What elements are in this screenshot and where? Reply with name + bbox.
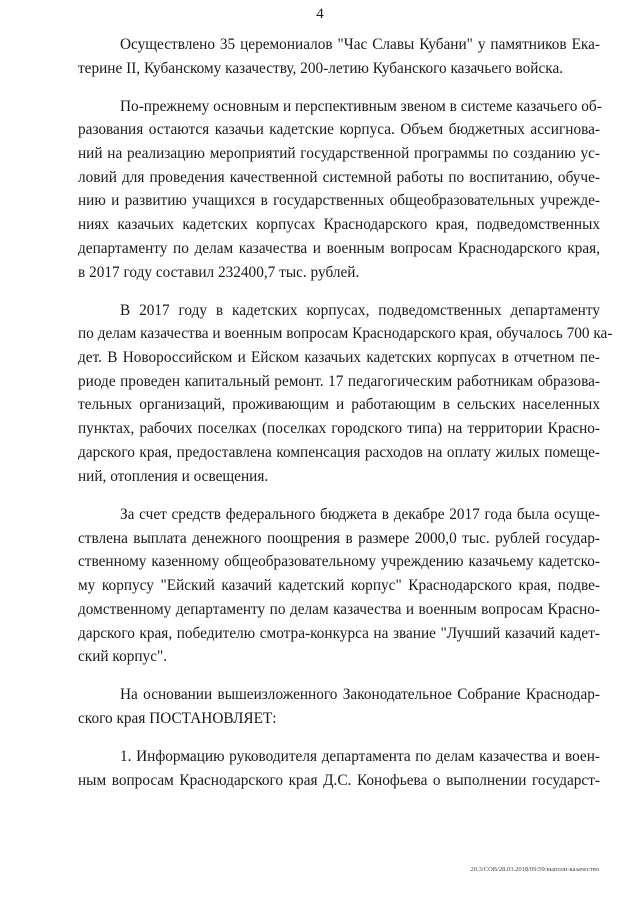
text-line: дарского края, предоставлена компенсация расходов на оплату жилых помеще- (78, 444, 600, 461)
text-line: домственному департаменту по делам казачества и военным вопросам Красно- (78, 601, 600, 618)
text-line: 1. Информацию руководителя департамента по делам казачества и воен- (120, 748, 600, 765)
text-line: Осуществлено 35 церемониалов "Час Славы Кубани" у памятников Ека- (120, 36, 600, 53)
text-line: ловий для проведения качественной системной работы по воспитанию, обуче- (78, 169, 600, 186)
text-line: В 2017 году в кадетских корпусах, подведомственных департаменту (120, 302, 600, 319)
text-line: ственному казенному общеобразовательному учреждению казачьему кадетско- (78, 553, 600, 570)
text-line: ний на реализацию мероприятий государственной программы по созданию ус- (78, 145, 600, 162)
text-line: пунктах, рабочих поселках (поселках городского типа) на территории Красно- (78, 420, 600, 437)
text-line: дарского края, победителю смотра-конкурса на звание "Лучший казачий кадет- (78, 625, 600, 642)
text-line: ствлена выплата денежного поощрения в размере 2000,0 тыс. рублей государ- (78, 530, 600, 547)
text-line: департаменту по делам казачества и военным вопросам Краснодарского края, (78, 240, 600, 257)
text-line: му корпусу "Ейский казачий кадетский корпус" Краснодарского края, подве- (78, 577, 600, 594)
text-line: разования остаются казачьи кадетские корпуса. Объем бюджетных ассигнова- (78, 121, 600, 138)
text-line: нию и развитию учащихся в государственных общеобразовательных учрежде- (78, 192, 600, 209)
text-line: риоде проведен капитальный ремонт. 17 педагогическим работникам образова- (78, 373, 600, 390)
text-line: по делам казачества и военным вопросам Краснодарского края, обучалось 700 ка- (78, 325, 613, 342)
text-line: терине II, Кубанскому казачеству, 200-летию Кубанского казачьего войска. (78, 60, 564, 77)
text-line: По-прежнему основным и перспективным звеном в системе казачьего об- (120, 98, 602, 115)
text-line: ский корпус". (78, 648, 168, 665)
text-line: ского края ПОСТАНОВЛЯЕТ: (78, 710, 277, 727)
text-line: ниях казачьих кадетских корпусах Краснодарского края, подведомственных (78, 216, 600, 233)
text-line: ний, отопления и освещения. (78, 468, 269, 485)
text-line: На основании вышеизложенного Законодательное Собрание Краснодар- (120, 686, 600, 703)
text-line: в 2017 году составил 232400,7 тыс. рублей. (78, 264, 360, 281)
text-line: ным вопросам Краснодарского края Д.С. Конофьева о выполнении государст- (78, 772, 600, 789)
text-line: тельных организаций, проживающим и работающим в сельских населенных (78, 396, 600, 413)
text-line: За счет средств федерального бюджета в декабре 2017 года была осуще- (120, 506, 600, 523)
text-line: дет. В Новороссийском и Ейском казачьих кадетских корпусах в отчетном пе- (78, 349, 600, 366)
page-number: 4 (316, 6, 324, 22)
footer-code: 20.3/СОВ/28.03.2018/09:59/выполн-казачество (470, 866, 599, 873)
